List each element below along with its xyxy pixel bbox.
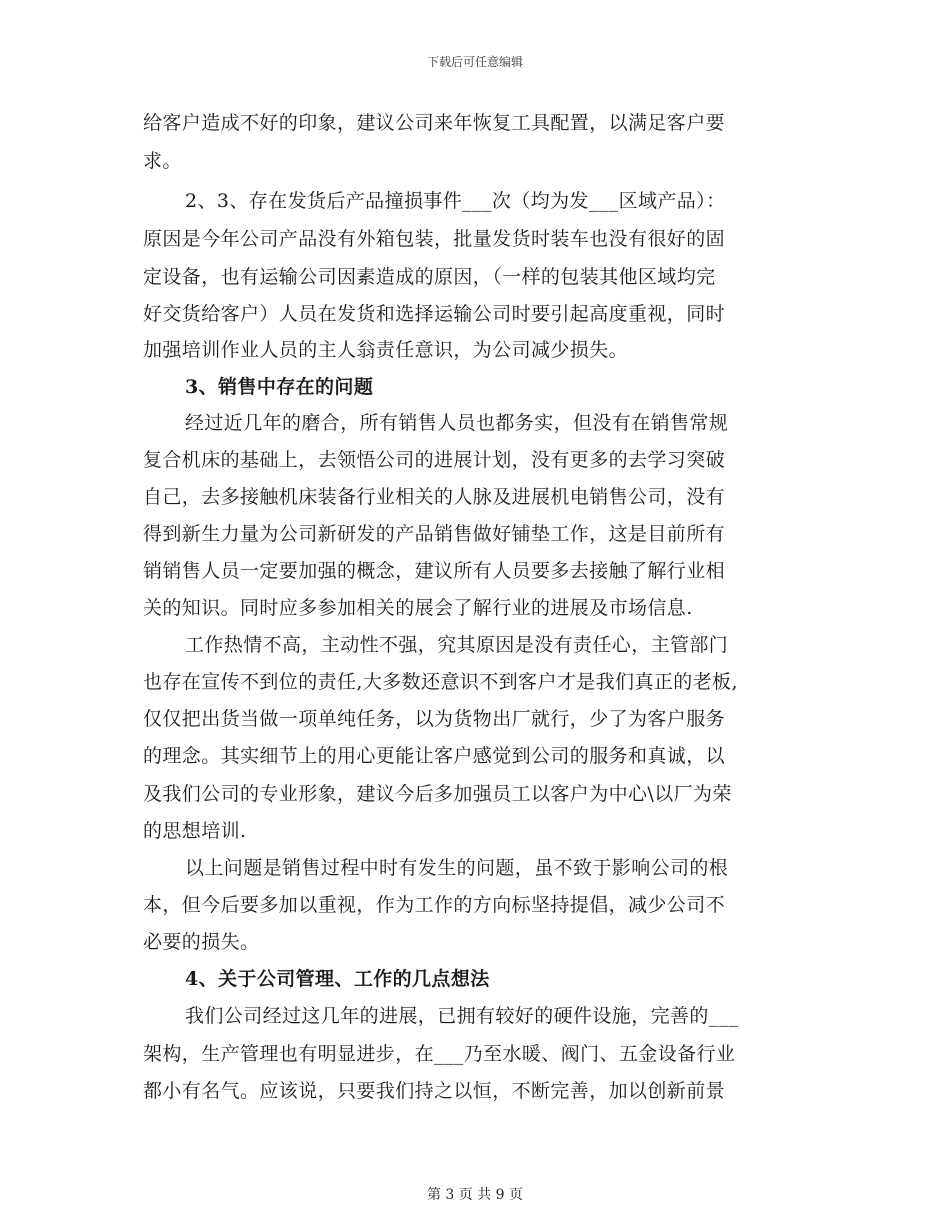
body-line: 工作热情不高，主动性不强，究其原因是没有责任心，主管部门 — [185, 634, 729, 656]
body-line: 加强培训作业人员的主人翁责任意识，为公司减少损失。 — [143, 339, 629, 361]
page-header: 下载后可任意编辑 — [426, 55, 523, 69]
body-line: 必要的损失。 — [143, 931, 260, 953]
body-line: 架构，生产管理也有明显进步，在___乃至水暖、阀门、五金设备行业 — [143, 1043, 736, 1065]
body-line: 原因是今年公司产品没有外箱包装，批量发货时装车也没有很好的固 — [143, 228, 726, 250]
body-line: 给客户造成不好的印象，建议公司来年恢复工具配置，以满足客户要 — [143, 112, 726, 134]
body-line: 本，但今后要多加以重视，作为工作的方向标坚持提倡，减少公司不 — [143, 894, 726, 916]
body-line: 得到新生力量为公司新研发的产品销售做好铺垫工作，这是目前所有 — [143, 523, 726, 545]
body-line: 销销售人员一定要加强的概念，建议所有人员要多去接触了解行业相 — [143, 560, 726, 582]
body-line: 我们公司经过这几年的进展，已拥有较好的硬件设施，完善的___ — [185, 1005, 739, 1027]
body-line: 复合机床的基础上，去领悟公司的进展计划，没有更多的去学习突破 — [143, 449, 726, 471]
section-heading: 4、关于公司管理、工作的几点想法 — [185, 968, 490, 990]
section-heading: 3、销售中存在的问题 — [185, 376, 374, 398]
body-line: 都小有名气。应该说，只要我们持之以恒，不断完善，加以创新前景 — [143, 1080, 726, 1102]
page-number: 第 3 页 共 9 页 — [426, 1187, 524, 1203]
body-line: 求。 — [143, 150, 182, 172]
body-line: 的理念。其实细节上的用心更能让客户感觉到公司的服务和真诚，以 — [143, 745, 726, 767]
body-line: 好交货给客户）人员在发货和选择运输公司时要引起高度重视，同时 — [143, 303, 726, 325]
body-line: 关的知识。同时应多参加相关的展会了解行业的进展及市场信息. — [143, 597, 693, 619]
body-line: 及我们公司的专业形象，建议今后多加强员工以客户为中心\以厂为荣 — [143, 783, 732, 805]
body-line: 定设备，也有运输公司因素造成的原因，（一样的包装其他区域均完 — [143, 266, 716, 288]
body-line: 仅仅把出货当做一项单纯任务，以为货物出厂就行，少了为客户服务 — [143, 708, 726, 730]
body-line: 以上问题是销售过程中时有发生的问题，虽不致于影响公司的根 — [185, 857, 729, 879]
body-line: 自己，去多接触机床装备行业相关的人脉及进展机电销售公司，没有 — [143, 486, 726, 508]
body-line: 经过近几年的磨合，所有销售人员也都务实，但没有在销售常规 — [185, 412, 729, 434]
body-line: 2、3、存在发货后产品撞损事件___次（均为发___区域产品）： — [185, 190, 726, 212]
body-line: 也存在宣传不到位的责任,大多数还意识不到客户才是我们真正的老板, — [143, 671, 738, 693]
body-line: 的思想培训. — [143, 820, 247, 842]
